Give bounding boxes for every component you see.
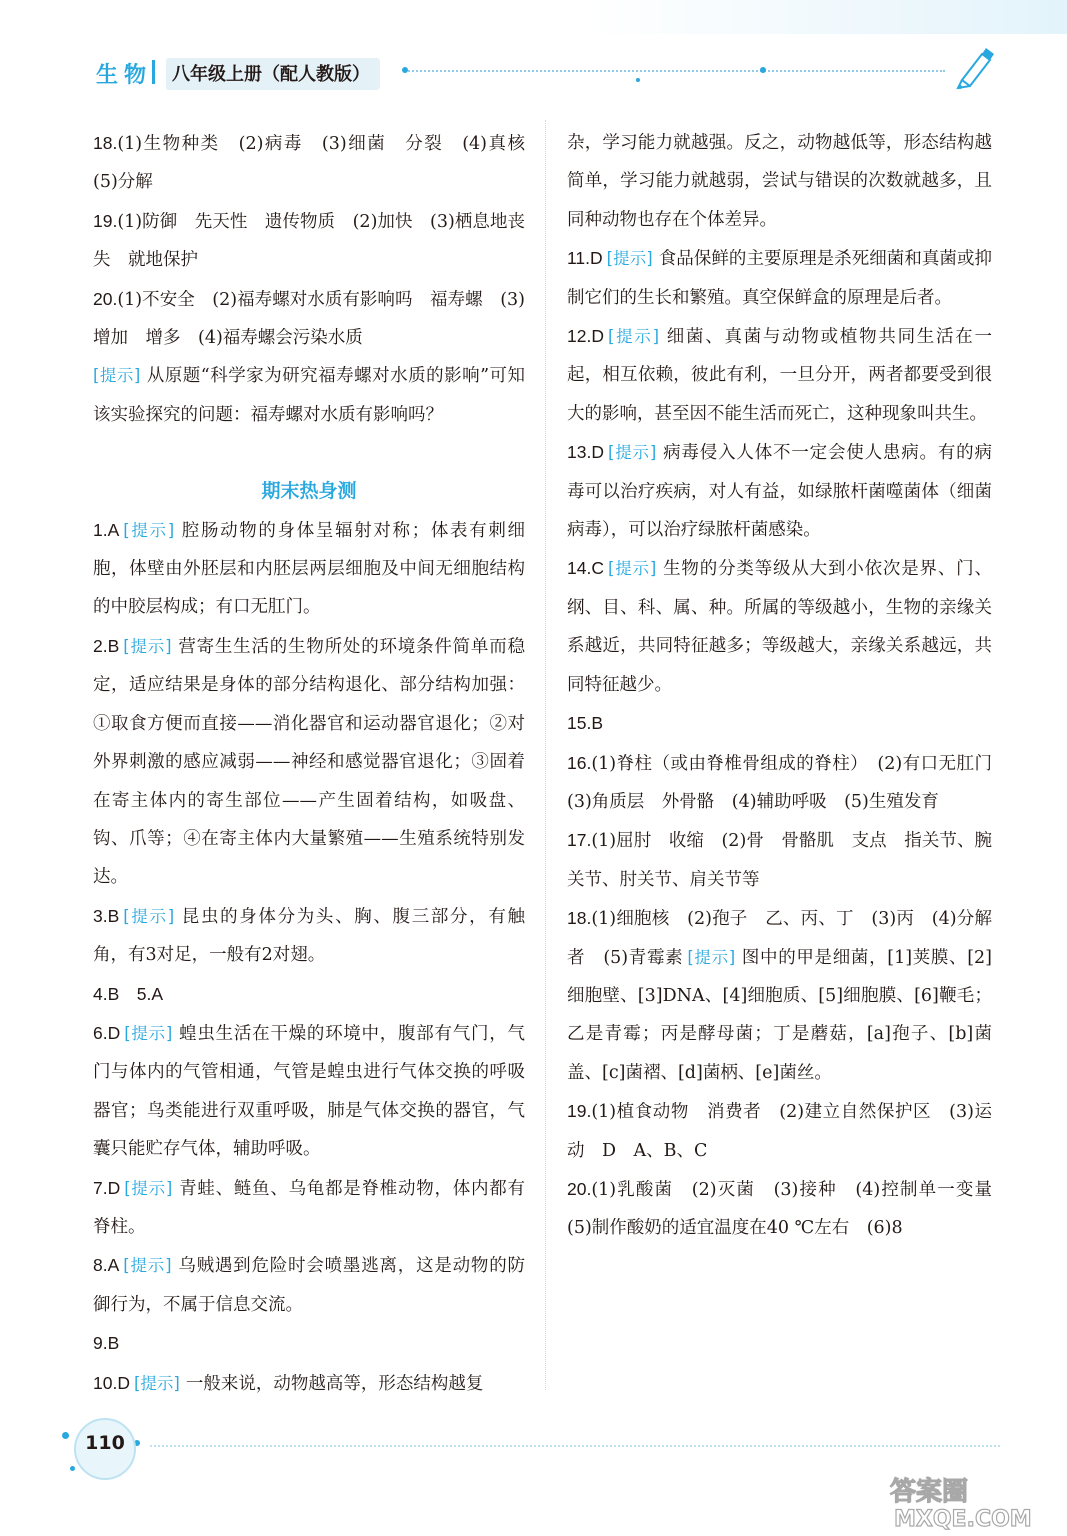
answer-number: 11.D	[567, 248, 603, 269]
watermark-logo	[880, 1470, 1060, 1532]
hint-text: 生物的分类等级从大到小依次是界、门、纲、目、科、属、种。所属的等级越小，生物的亲缘关系越近，共同特征越多；等级越大，亲缘关系越远，共同特征越少。	[567, 559, 993, 695]
answer-item	[567, 704, 992, 743]
answer-number: 17.	[567, 830, 592, 851]
answer-item	[93, 1364, 525, 1403]
hint-text: 营寄生生活的生物所处的环境条件简单而稳定，适应结果是身体的部分结构退化、部分结构加强：①取食方便而直接——消化器官和运动器官退化；②对外界刺激的感应减弱——神经和感觉器官退化；③固着在寄主体内的寄生部位——产生固着结构，如吸盘、钩、爪等；④在寄主体内大量繁殖——生殖系统特别发达。	[93, 636, 526, 888]
answer-item	[567, 317, 992, 433]
answer-item	[567, 549, 992, 704]
hint-label: [提示]	[133, 1373, 180, 1393]
hint-text: 食品保鲜的主要原理是杀死细菌和真菌或抑制它们的生长和繁殖。真空保鲜盒的原理是后者。	[567, 249, 993, 308]
answer-number: 18.	[93, 133, 118, 153]
hint-text: 杂，学习能力就越强。反之，动物越低等，形态结构越简单，学习能力就越弱，尝试与错误的次数就越多，且同种动物也存在个体差异。	[567, 133, 992, 230]
hint-label: [提示]	[93, 366, 141, 386]
answer-item	[567, 1170, 1010, 1248]
answer-item	[567, 744, 1010, 822]
answer-number: 1.A	[93, 519, 120, 540]
hint-label: [提示]	[124, 1178, 173, 1198]
answer-text: (1)屈肘 收缩 (2)骨 骨骼肌 支点 指关节、腕关节、肘关节、肩关节等	[567, 831, 992, 890]
hint-text: 乌贼遇到危险时会喷墨逃离，这是动物的防御行为，不属于信息交流。	[93, 1256, 526, 1315]
answer-item	[93, 1169, 525, 1247]
hint-label: [提示]	[124, 1023, 173, 1043]
answer-number: 20.	[93, 288, 118, 309]
left-column	[93, 124, 543, 1403]
subject-title: 生物	[96, 63, 153, 88]
hint-label: [提示]	[607, 559, 657, 579]
hint-label: [提示]	[123, 906, 175, 926]
answer-text: (1)脊柱（或由脊椎骨组成的脊柱） (2)有口无肛门 (3)角质层 外骨骼 (4)辅助呼吸 (5)生殖发育	[567, 753, 1010, 812]
answer-item	[567, 821, 992, 899]
answer-number: 20.	[567, 1178, 592, 1199]
right-column	[567, 124, 1010, 1248]
answer-item	[93, 1246, 525, 1324]
answer-continuation	[567, 124, 992, 239]
answer-item	[93, 1014, 525, 1169]
hint-text: 图中的甲是细菌，[1]荚膜、[2]细胞壁、[3]DNA、[4]细胞质、[5]细胞膜、[6]鞭毛；乙是青霉；丙是酵母菌；丁是蘑菇，[a]孢子、[b]菌盖、[c]菌褶、[d]菌柄、[e]菌丝。	[567, 947, 992, 1083]
answer-item	[567, 239, 992, 317]
answer-number: 6.D	[93, 1022, 121, 1043]
footer-dot	[70, 1466, 75, 1471]
answer-hint	[93, 357, 525, 434]
pen-icon	[948, 42, 998, 92]
answer-item	[93, 511, 525, 627]
hint-label: [提示]	[123, 520, 175, 540]
answer-number: 8.A	[93, 1255, 120, 1276]
answer-text: (1)乳酸菌 (2)灭菌 (3)接种 (4)控制单一变量 (5)制作酸奶的适宜温度在40 ℃左右 (6)8	[567, 1179, 1010, 1239]
header-band	[0, 0, 1067, 34]
hint-text: 病毒侵入人体不一定会使人患病。有的病毒可以治疗疾病，对人有益，如绿脓杆菌噬菌体（细菌病毒），可以治疗绿脓杆菌感染。	[567, 443, 993, 541]
subject-divider	[152, 60, 155, 84]
answer-item	[93, 202, 525, 280]
answer-number: 14.C	[567, 558, 604, 579]
answer-item	[93, 897, 525, 975]
answer-item	[567, 899, 992, 1092]
answer-number: 9.B	[93, 1333, 120, 1354]
answer-item	[567, 433, 992, 549]
answer-number: 15.B	[567, 713, 603, 734]
header-dot	[636, 78, 640, 82]
answer-number: 12.D	[567, 326, 604, 347]
hint-label: [提示]	[606, 249, 653, 269]
answer-text: (1)不安全 (2)福寿螺对水质有影响吗 福寿螺 (3)增加 增多 (4)福寿螺会污染水质	[93, 289, 525, 349]
hint-text: 蝗虫生活在干燥的环境中，腹部有气门，气门与体内的气管相通，气管是蝗虫进行气体交换的呼吸器官；鸟类能进行双重呼吸，肺是气体交换的器官，气囊只能贮存气体，辅助呼吸。	[93, 1023, 526, 1160]
header-dot	[760, 67, 766, 73]
hint-label: [提示]	[607, 327, 660, 347]
header-dot	[402, 67, 408, 73]
hint-label: [提示]	[687, 947, 736, 967]
answer-number: 13.D	[567, 442, 604, 463]
footer-dot	[62, 1432, 69, 1439]
answer-item	[93, 124, 543, 202]
answer-text: (1)细胞核 (2)孢子 乙、丙、丁 (3)丙 (4)分解者 (5)青霉素	[567, 909, 992, 968]
section-title: 期末热身测	[261, 480, 357, 503]
answer-item	[567, 1092, 992, 1170]
answer-number: 19.	[567, 1101, 592, 1122]
answer-number: 7.D	[93, 1177, 121, 1198]
answer-number: 10.D	[93, 1372, 130, 1393]
answer-number: 4.B 5.A	[93, 983, 164, 1004]
answer-number: 3.B	[93, 905, 120, 926]
column-divider	[545, 120, 546, 1390]
answer-text: (1)植食动物 消费者 (2)建立自然保护区 (3)运动 D A、B、C	[567, 1102, 992, 1161]
answer-item	[93, 280, 525, 358]
answer-text: (1)防御 先天性 遗传物质 (2)加快 (3)栖息地丧失 就地保护	[93, 211, 525, 271]
page-header	[0, 0, 1067, 110]
hint-label: [提示]	[607, 443, 657, 463]
answer-number: 2.B	[93, 635, 120, 656]
answer-number: 16.	[567, 752, 592, 773]
answer-text: (1)生物种类 (2)病毒 (3)细菌 分裂 (4)真核 (5)分解	[93, 134, 543, 193]
hint-text: 青蛙、鲢鱼、乌龟都是脊椎动物，体内都有脊柱。	[93, 1178, 526, 1237]
svg-text:答案圈: 答案圈	[890, 1477, 969, 1507]
hint-label: [提示]	[123, 636, 172, 656]
page-number: 110	[85, 1432, 125, 1454]
hint-text: 一般来说，动物越高等，形态结构越复	[185, 1373, 484, 1394]
hint-text: 从原题“科学家为研究福寿螺对水质的影响”可知该实验探究的问题：福寿螺对水质有影响吗？	[93, 366, 525, 425]
answer-number: 18.	[567, 908, 592, 929]
hint-text: 昆虫的身体分为头、胸、腹三部分，有触角，有3对足，一般有2对翅。	[93, 906, 526, 966]
answer-item	[93, 1324, 525, 1363]
hint-label: [提示]	[123, 1256, 172, 1276]
answer-number: 19.	[93, 210, 118, 231]
hint-text: 细菌、真菌与动物或植物共同生活在一起，相互依赖，彼此有利，一旦分开，两者都要受到很大的影响，甚至因不能生活而死亡，这种现象叫共生。	[567, 327, 993, 424]
hint-text: 腔肠动物的身体呈辐射对称；体表有刺细胞，体壁由外胚层和内胚层两层细胞及中间无细胞结构的中胶层构成；有口无肛门。	[93, 520, 526, 618]
footer-dotted-line	[150, 1445, 1000, 1447]
svg-text:MXQE.COM: MXQE.COM	[894, 1507, 1032, 1532]
header-dotted-line	[405, 70, 945, 72]
answer-item	[93, 975, 525, 1014]
answer-item	[93, 627, 525, 897]
grade-label: 八年级上册（配人教版）	[166, 58, 380, 90]
